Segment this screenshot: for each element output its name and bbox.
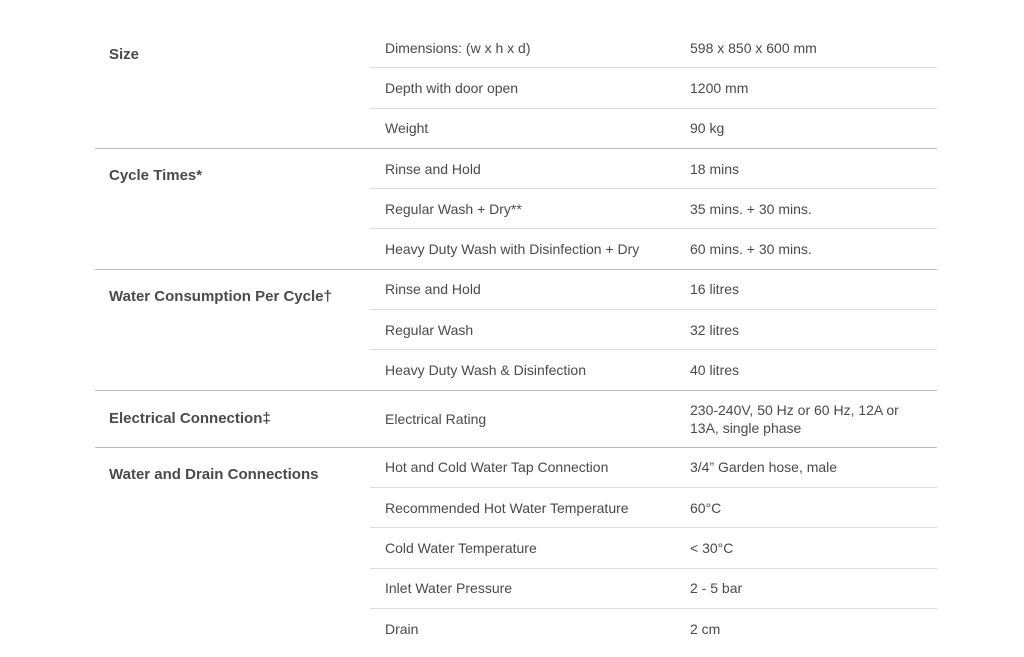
spec-row [370, 270, 937, 310]
spec-row [370, 350, 937, 389]
spec-value: 16 litres [690, 281, 740, 298]
spec-row [370, 448, 937, 488]
spec-label: Hot and Cold Water Tap Connection [385, 459, 609, 476]
spec-table [95, 28, 937, 648]
section-title: Cycle Times* [109, 166, 203, 184]
section-rows [370, 448, 937, 648]
spec-label: Inlet Water Pressure [385, 580, 513, 597]
spec-label: Drain [385, 620, 419, 637]
spec-label: Rinse and Hold [385, 160, 481, 177]
spec-value: 32 litres [690, 321, 740, 338]
spec-label: Heavy Duty Wash & Disinfection [385, 362, 586, 379]
spec-row [370, 28, 937, 68]
spec-value: 230-240V, 50 Hz or 60 Hz, 12A or 13A, single phase [690, 401, 899, 436]
section-title: Size [109, 46, 140, 63]
spec-value: 1200 mm [690, 79, 749, 96]
section-title: Water Consumption Per Cycle† [109, 287, 332, 305]
section-title: Water and Drain Connections [109, 465, 319, 483]
section-rows [370, 270, 937, 390]
spec-row [370, 189, 937, 229]
spec-label: Depth with door open [385, 79, 519, 96]
spec-label: Recommended Hot Water Temperature [385, 499, 629, 516]
spec-label: Regular Wash + Dry** [385, 200, 522, 217]
spec-value: 60°C [690, 499, 722, 516]
section-size [95, 28, 937, 149]
spec-row [370, 68, 937, 108]
spec-row [370, 109, 937, 148]
spec-row [370, 609, 937, 648]
section-water-consumption [95, 270, 937, 391]
section-title: Electrical Connection‡ [109, 410, 271, 428]
spec-value: 598 x 850 x 600 mm [690, 39, 817, 56]
spec-value: 40 litres [690, 362, 740, 379]
section-water-drain-connections [95, 448, 937, 648]
spec-label: Cold Water Temperature [385, 539, 537, 556]
spec-value: 18 mins [690, 160, 740, 177]
spec-label: Weight [385, 120, 429, 137]
section-rows [370, 391, 937, 447]
spec-value: 35 mins. + 30 mins. [690, 200, 812, 217]
spec-value: 60 mins. + 30 mins. [690, 241, 812, 258]
spec-label: Electrical Rating [385, 410, 487, 427]
spec-label: Rinse and Hold [385, 281, 481, 298]
spec-label: Dimensions: (w x h x d) [385, 39, 531, 56]
spec-row [370, 528, 937, 568]
spec-value: 3/4” Garden hose, male [690, 459, 838, 476]
spec-label: Heavy Duty Wash with Disinfection + Dry [385, 241, 640, 258]
section-rows [370, 28, 937, 148]
spec-row [370, 569, 937, 609]
section-rows [370, 149, 937, 269]
section-electrical-connection [95, 391, 937, 448]
spec-row [370, 488, 937, 528]
spec-row [370, 149, 937, 189]
spec-value: 90 kg [690, 120, 725, 137]
spec-value: 2 cm [690, 620, 721, 637]
spec-value: 2 - 5 bar [690, 580, 743, 597]
spec-label: Regular Wash [385, 321, 474, 338]
section-cycle-times [95, 149, 937, 270]
spec-value: < 30°C [690, 539, 734, 556]
spec-row [370, 229, 937, 268]
spec-row [370, 391, 937, 447]
spec-row [370, 310, 937, 350]
